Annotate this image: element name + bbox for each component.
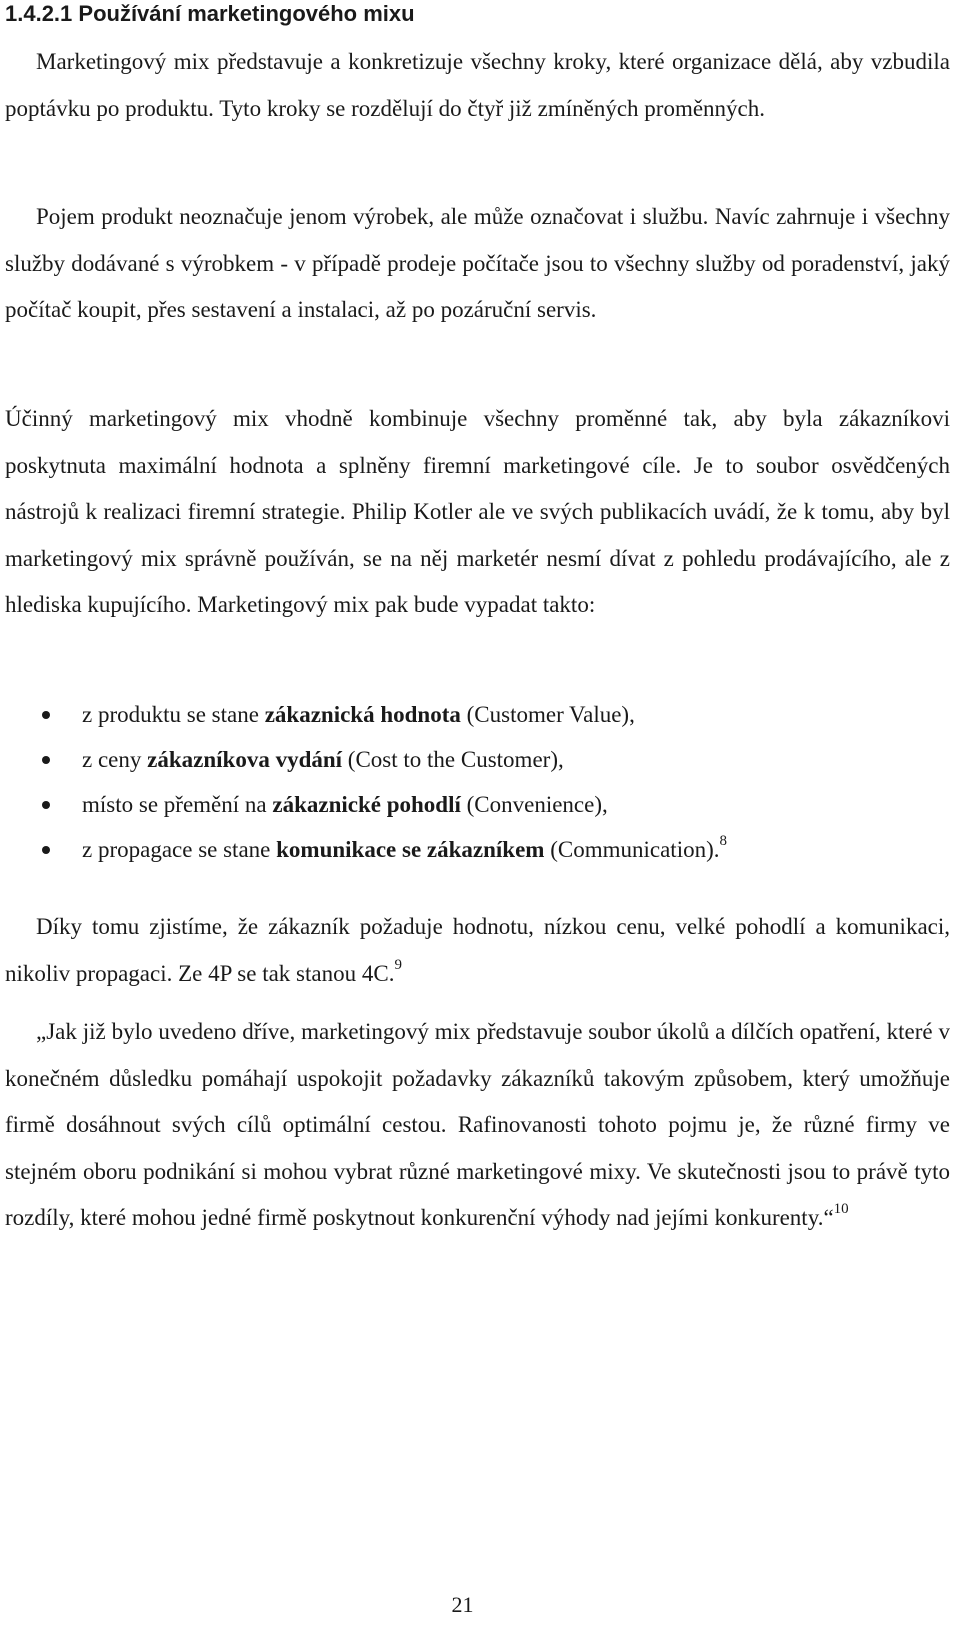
bullet-icon <box>42 846 50 854</box>
footnote-ref-8[interactable]: 8 <box>719 833 727 849</box>
list-item: z produktu se stane zákaznická hodnota (Customer Value), <box>0 697 960 742</box>
paragraph-effective-mix: Účinný marketingový mix vhodně kombinuje všechny proměnné tak, aby byla zákazníkovi poskytnuta maximální hodnota a splněny firemní marketingové cíle. Je to soubor osvědčených nástrojů k realizaci firemní strategie. Philip Kotler ale ve svých publikacích uvádí, že k tomu, aby byl marketingový mix správně používán, se na něj marketér nesmí dívat z pohledu prodávajícího, ale z hlediska kupujícího. Marketingový mix pak bude vypadat takto: <box>5 406 950 617</box>
footnote-ref-9[interactable]: 9 <box>394 956 402 973</box>
paragraph-marketing-mix-intro: Marketingový mix představuje a konkretizuje všechny kroky, které organizace dělá, aby vzbudila poptávku po produktu. Tyto kroky se rozdělují do čtyř již zmíněných proměnných. <box>5 49 950 121</box>
bullet-icon <box>42 801 50 809</box>
list-item: místo se přemění na zákaznické pohodlí (Convenience), <box>0 787 960 832</box>
footnote-ref-10[interactable]: 10 <box>833 1201 849 1217</box>
list-item: z ceny zákazníkova vydání (Cost to the Customer), <box>0 742 960 787</box>
4c-bullet-list <box>0 697 960 877</box>
paragraph-quote: „Jak již bylo uvedeno dříve, marketingový mix představuje soubor úkolů a dílčích opatření, které v konečném důsledku pomáhají uspokojit požadavky zákazníků takovým způsobem, který umožňuje firmě dosáhnout svých cílů optimální cestou. Rafinovanosti tohoto pojmu je, že různé firmy ve stejném oboru podnikání si mohou vybrat různé marketingové mixy. Ve skutečnosti jsou to právě tyto rozdíly, které mohou jedné firmě poskytnout konkurenční výhody nad jejími konkurenty.“$^{10}$ <box>5 1019 950 1230</box>
section-heading: 1.4.2.1 Používání marketingového mixu <box>5 1 415 26</box>
page-number: 21 <box>451 1592 474 1617</box>
paragraph-product-definition: Pojem produkt neoznačuje jenom výrobek, ale může označovat i službu. Navíc zahrnuje i všechny služby dodávané s výrobkem - v případě prodeje počítače jsou to všechny služby od poradenství, jaký počítač koupit, přes sestavení a instalaci, až po pozáruční servis. <box>5 204 950 322</box>
list-item: z propagace se stane komunikace se zákazníkem (Communication).$^8$ <box>0 832 960 877</box>
bullet-icon <box>42 711 50 719</box>
paragraph-4p-to-4c: Díky tomu zjistíme, že zákazník požaduje hodnotu, nízkou cenu, velké pohodlí a komunikaci, nikoliv propagaci. Ze 4P se tak stanou 4C.$^9$ <box>5 914 950 986</box>
bullet-icon <box>42 756 50 764</box>
